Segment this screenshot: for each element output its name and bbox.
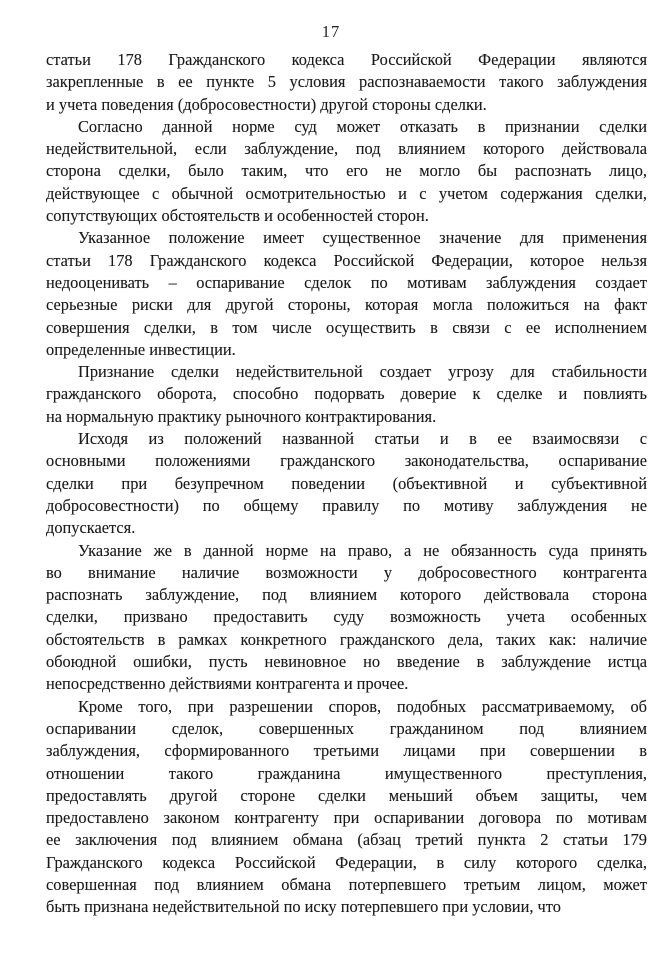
text-line: сделки при безупречном поведении (объективной и субъективной — [46, 473, 647, 493]
text-line: статьи 178 Гражданского кодекса Российской Федерации, которое нельзя — [46, 250, 647, 270]
text-line: Гражданского кодекса Российской Федерации, в силу которого сделка, — [46, 852, 647, 872]
text-line: быть признана недействительной по иску потерпевшего при условии, что — [46, 897, 561, 917]
text-line: Указание же в данной норме на право, а не обязанность суда принять — [78, 540, 647, 560]
text-line: Признание сделки недействительной создает угрозу для стабильности — [78, 362, 647, 382]
text-line: статьи 178 Гражданского кодекса Российской Федерации являются — [46, 50, 647, 69]
text-line: заблуждения, сформированного третьими лицами при совершении в — [46, 741, 647, 761]
text-line: оспаривании сделок, совершенных гражданином под влиянием — [46, 718, 647, 738]
paragraph — [46, 428, 647, 539]
text-line: на нормальную практику рыночного контрактирования. — [46, 406, 437, 426]
text-line: сопутствующих обстоятельств и особенностей сторон. — [46, 206, 429, 226]
text-line: предоставлять другой стороне сделки меньший объем защиты, чем — [46, 785, 647, 805]
paragraph — [46, 361, 647, 428]
text-line: во внимание наличие возможности у добросовестного контрагента — [46, 562, 647, 582]
text-line: Указанное положение имеет существенное значение для применения — [78, 228, 647, 248]
paragraph — [46, 540, 647, 696]
text-line: серьезные риски для другой стороны, которая могла положиться на факт — [46, 295, 647, 315]
text-line: ее заключения под влиянием обмана (абзац третий пункта 2 статьи 179 — [46, 830, 647, 850]
text-line: совершения сделки, в том числе осуществить в связи с ее исполнением — [46, 317, 647, 337]
text-line: распознать заблуждение, под влиянием которого действовала сторона — [46, 585, 647, 605]
text-line: непосредственно действиями контрагента и прочее. — [46, 674, 409, 694]
text-line: недействительной, если заблуждение, под влиянием которого действовала — [46, 139, 647, 159]
text-line: совершенная под влиянием обмана потерпевшего третьим лицом, может — [46, 874, 647, 894]
text-line: допускается. — [46, 518, 136, 538]
text-line: обоюдной ошибки, пусть невиновное но введение в заблуждение истца — [46, 652, 647, 672]
paragraph — [46, 116, 647, 227]
paragraph — [46, 227, 647, 361]
text-line: Исходя из положений названной статьи и в ее взаимосвязи с — [78, 429, 647, 449]
paragraph — [46, 696, 647, 919]
text-line: гражданского оборота, способно подорвать доверие к сделке и повлиять — [46, 384, 647, 404]
document-body — [46, 49, 647, 919]
text-line: определенные инвестиции. — [46, 339, 236, 359]
text-line: сторона сделки, было таким, что его не могло бы распознать лицо, — [46, 161, 647, 181]
text-line: Кроме того, при разрешении споров, подобных рассматриваемому, об — [78, 696, 647, 716]
text-line: добросовестности) по общему правилу по мотиву заблуждения не — [46, 495, 647, 515]
paragraph — [46, 49, 647, 116]
text-line: отношении такого гражданина имущественного преступления, — [46, 763, 647, 783]
text-line: предоставлено законом контрагенту при оспаривании договора по мотивам — [46, 808, 647, 828]
text-line: недооценивать – оспаривание сделок по мотивам заблуждения создает — [46, 272, 647, 292]
text-line: Согласно данной норме суд может отказать в признании сделки — [78, 116, 647, 136]
text-line: закрепленные в ее пункте 5 условия распознаваемости такого заблуждения — [46, 72, 647, 92]
text-line: обстоятельств в рамках конкретного гражданского дела, таких как: наличие — [46, 629, 647, 649]
text-line: основными положениями гражданского законодательства, оспаривание — [46, 451, 647, 471]
text-line: и учета поведения (добросовестности) другой стороны сделки. — [46, 94, 487, 114]
text-line: действующее с обычной осмотрительностью и с учетом содержания сделки, — [46, 183, 647, 203]
page-number: 17 — [321, 22, 341, 41]
text-line: сделки, призвано предоставить суду возможность учета особенных — [46, 607, 647, 627]
